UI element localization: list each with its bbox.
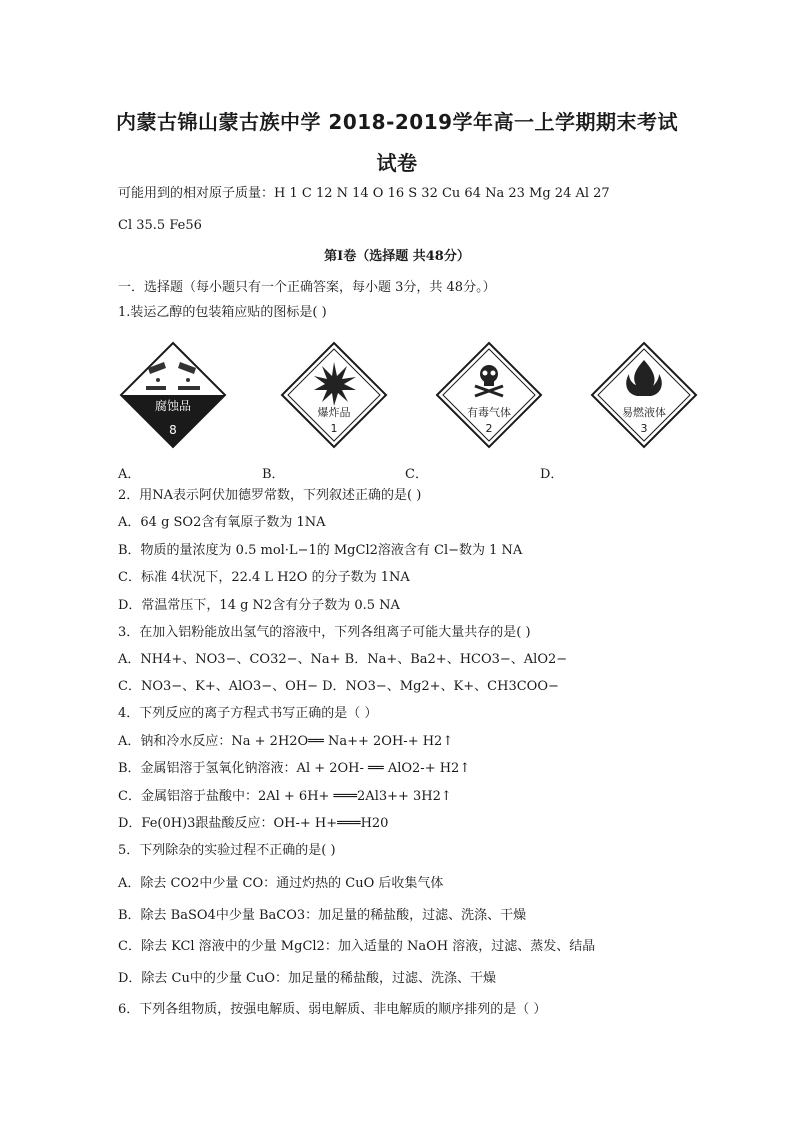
question-2-option-a: A．64 g SO2含有氧原子数为 1NA — [118, 515, 326, 530]
exam-title: 内蒙古锦山蒙古族中学 2018-2019学年高一上学期期末考试 — [115, 110, 679, 134]
question-2-option-b: B．物质的量浓度为 0.5 mol·L−1的 MgCl2溶液含有 Cl−数为 1 NA — [118, 543, 523, 558]
question-1-option-d: D． — [540, 467, 564, 482]
question-2-stem: 2．用NA表示阿伏加德罗常数，下列叙述正确的是( ) — [118, 488, 422, 503]
question-2-option-c: C．标准 4状况下，22.4 L H2O 的分子数为 1NA — [118, 570, 410, 585]
sign-class: 3 — [640, 422, 648, 435]
question-3-stem: 3．在加入铝粉能放出氢气的溶液中，下列各组离子可能大量共存的是( ) — [118, 625, 531, 640]
atomic-mass-list: 可能用到的相对原子质量：H 1 C 12 N 14 O 16 S 32 Cu 64 Na 23 Mg 24 Al 27 — [118, 186, 610, 201]
sign-label: 爆炸品 — [317, 406, 351, 419]
sign-label: 易燃液体 — [622, 406, 666, 419]
question-4-stem: 4．下列反应的离子方程式书写正确的是（ ） — [118, 706, 378, 721]
sign-class: 8 — [169, 423, 177, 437]
sign-class: 2 — [485, 422, 493, 435]
section-heading: 一．选择题（每小题只有一个正确答案，每小题 3分，共 48分。） — [118, 280, 496, 295]
exam-title-continued: 试卷 — [376, 151, 418, 175]
question-1-stem: 1.装运乙醇的包装箱应贴的图标是( ) — [118, 305, 327, 320]
question-3-options-ab: A．NH4+、NO3−、CO32−、Na+ B．Na+、Ba2+、HCO3−、AlO2− — [118, 652, 568, 667]
flammable-liquid-sign — [589, 340, 699, 450]
volume-heading: 第Ⅰ卷（选择题 共48分） — [324, 249, 470, 264]
question-4-option-d: D．Fe(0H)3跟盐酸反应：OH-+ H+═══H20 — [118, 816, 389, 831]
question-1-option-b: B． — [262, 467, 285, 482]
sign-label: 有毒气体 — [467, 406, 511, 419]
question-1-option-c: C． — [405, 467, 428, 482]
question-5-option-c: C．除去 KCl 溶液中的少量 MgCl2：加入适量的 NaOH 溶液，过滤、蒸发、结晶 — [118, 939, 596, 954]
question-4-option-c: C．金属铝溶于盐酸中：2Al + 6H+ ═══2Al3++ 3H2↑ — [118, 789, 452, 804]
atomic-mass-list-continued: Cl 35.5 Fe56 — [118, 218, 202, 233]
explosive-sign — [279, 340, 389, 450]
question-5-stem: 5．下列除杂的实验过程不正确的是( ) — [118, 843, 336, 858]
toxic-gas-sign — [434, 340, 544, 450]
question-5-option-b: B．除去 BaSO4中少量 BaCO3：加足量的稀盐酸，过滤、洗涤、干燥 — [118, 908, 527, 923]
corrosive-sign — [118, 340, 228, 450]
question-5-option-d: D．除去 Cu中的少量 CuO：加足量的稀盐酸，过滤、洗涤、干燥 — [118, 971, 496, 986]
question-1-option-a: A． — [118, 467, 141, 482]
question-4-option-a: A．钠和冷水反应：Na + 2H2O══ Na++ 2OH-+ H2↑ — [118, 734, 454, 749]
sign-label: 腐蚀品 — [154, 399, 192, 413]
question-2-option-d: D．常温常压下，14 g N2含有分子数为 0.5 NA — [118, 598, 400, 613]
sign-class: 1 — [330, 422, 338, 435]
question-4-option-b: B．金属铝溶于氢氧化钠溶液：Al + 2OH- ══ AlO2-+ H2↑ — [118, 761, 471, 776]
question-5-option-a: A．除去 CO2中少量 CO：通过灼热的 CuO 后收集气体 — [118, 876, 444, 891]
question-3-options-cd: C．NO3−、K+、AlO3−、OH− D．NO3−、Mg2+、K+、CH3COO− — [118, 679, 559, 694]
question-6-stem: 6．下列各组物质，按强电解质、弱电解质、非电解质的顺序排列的是（ ） — [118, 1002, 547, 1017]
